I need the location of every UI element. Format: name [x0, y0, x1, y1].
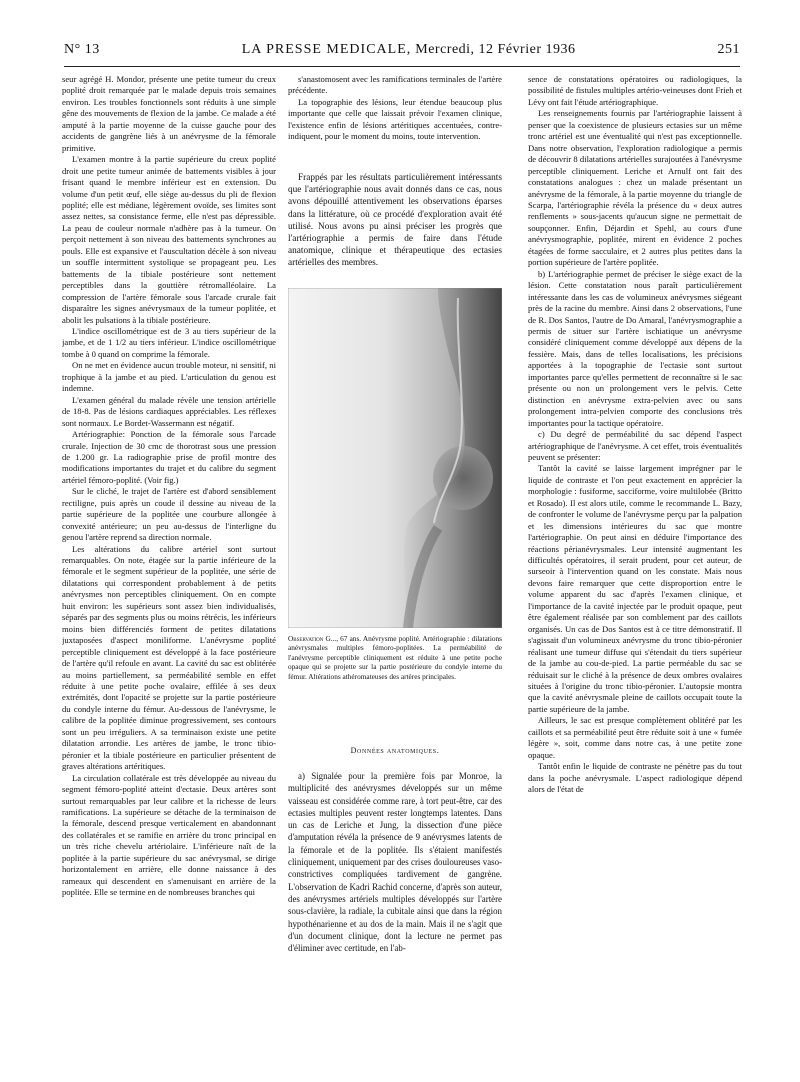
column-middle-top — [288, 74, 502, 143]
figure-caption — [288, 634, 502, 681]
paragraph: Tantôt enfin le liquide de contraste ne pénètre pas du tout dans la poche anévrysmale. L'aspect radiologique dépend alors de l'état de — [528, 761, 742, 795]
paragraph: On ne met en évidence aucun trouble moteur, ni sensitif, ni trophique à la jambe et au pied. L'articulation du genou est indemne. — [62, 360, 276, 394]
column-left — [62, 74, 276, 1074]
paragraph: sence de constatations opératoires ou radiologiques, la possibilité de fistules multiples artério-veineuses dont Frieh et Lévy ont fait l'étude artériographique. — [528, 74, 742, 107]
paragraph: L'indice oscillométrique est de 3 au tiers supérieur de la jambe, et de 1 1/2 au tiers inférieur. L'indice oscillométrique tombe à 0 quand on comprime la fémorale. — [62, 325, 276, 359]
running-header — [64, 42, 740, 66]
paragraph: Les renseignements fournis par l'artériographie laissent à penser que la coexistence de plusieurs ectasies sur un même tronc artériel est une éventualité qui n'est pas exceptionnelle. Dans notre observation, l'exploration radiologique a permis de découvrir 8 dilatations artérielles surajoutées à l'anévrysme perceptible cliniquement. Leriche et Arnulf ont fait des constatations analogues : chez un malade présentant un anévrysme de la fémorale, à la partie moyenne du triangle de Scarpa, l'artériographie révéla la présence du « deux autres renflements » sous-jacents qu'aucun signe ne permettait de soupçonner. Enfin, Déjardin et Spehl, au cours d'une anévrysmographie, poplitée, mirent en évidence 2 poches étagées de forme sacculaire, et 2 autres plus petites dans la portion supérieure de l'artère poplitée. — [528, 108, 742, 268]
section-heading: Données anatomiques. — [350, 746, 440, 755]
caption-text: 67 ans. Anévrysme poplité. Artériographie : dilatations anévrysmales multiples fémoro-poplitées. La perméabilité de l'anévrysme perceptible cliniquement est réduite à une petite poche opaque qui se projette sur la partie postérieure du condyle interne du fémur. Altérations athéromateuses des artères principales. — [288, 634, 502, 681]
column-middle-intro — [288, 172, 502, 270]
page-number: 251 — [717, 42, 740, 57]
paragraph: La topographie des lésions, leur étendue beaucoup plus importante que celle que laissait prévoir l'examen clinique, l'existence enfin de lésions artéritiques accentuées, contre-indiquent, pour le moment du moins, toute intervention. — [288, 96, 502, 142]
paragraph: L'examen général du malade révèle une tension artérielle de 18-8. Pas de lésions cardiaques appréciables. Les réflexes sont normaux. Le Bordet-Wassermann est négatif. — [62, 394, 276, 428]
paragraph: s'anastomosent avec les ramifications terminales de l'artère précédente. — [288, 74, 502, 96]
paragraph: Les altérations du calibre artériel sont surtout remarquables. On note, étagée sur la partie inférieure de la fémorale et le segment supérieur de la poplitée, une série de dilatations qui correspondent probablement à de petits anévrysmes non perceptibles cliniquement. On en compte huit environ: les supérieurs sont assez bien individualisés, séparés par des segments plus ou moins rétrécis, les inférieurs moins bien différenciés forment de petites dilatations juxtaposées d'aspect moniliforme. L'anévrysme poplité perceptible cliniquement est développé à la face postérieure de l'artère qu'il refoule en avant. La cavité du sac est oblitérée au moins partiellement, sa perméabilité semble en effet réduite à une petite poche ovalaire, effilée à ses deux extrémités, dont l'opacité se projette sur la partie postérieure du condyle interne du fémur. Au-dessous de l'anévrysme, le calibre de la poplitée diminue progressivement, ses contours sont un peu irréguliers. A sa terminaison existe une petite dilatation arrondie. Les artères de jambe, le tronc tibio-péronier et la tibiale postérieure en particulier présentent de graves altérations artéritiques. — [62, 543, 276, 772]
paragraph: seur agrégé H. Mondor, présente une petite tumeur du creux poplité droit remarquée par le malade depuis trois semaines environ. Les troubles fonctionnels sont réduits à une simple gêne des mouvements de flexion de la jambe. Ce malade a été amputé à la partie moyenne de la cuisse gauche pour des accidents de gangrène liés à un anévrysme de la fémorale primitive. — [62, 74, 276, 153]
column-middle-bottom — [288, 770, 502, 954]
paragraph: a) Signalée pour la première fois par Monroe, la multiplicité des anévrysmes développés sur un même vaisseau est considérée comme rare, à tort peut-être, car des ectasies multiples peuvent rester longtemps latentes. Dans un cas de Leriche et Jung, la dissection d'une pièce d'amputation révéla la présence de 9 anévrysmes latents de la fémorale et de la poplitée. Ils s'étaient manifestés cliniquement, uniquement par des crises douloureuses vaso-constrictives compliquées tardivement de gangrène. L'observation de Kadri Rachid concerne, d'après son auteur, des anévrysmes artériels multiples développés sur l'artère sous-clavière, la radiale, la cubitale ainsi que dans la région hypothénarienne et au dos de la main. Mais il ne s'agit que d'un document clinique, dont la lecture ne permet pas d'éliminer avec certitude, en l'ab- — [288, 771, 502, 954]
column-right — [528, 74, 742, 1074]
paragraph: Artériographie: Ponction de la fémorale sous l'arcade crurale. Injection de 30 cmc de thorotrast sous une pression de 1.200 gr. La radiographie prise de profil montre des modifications importantes du trajet et du calibre du segment artériel fémoro-poplité. (Voir fig.) — [62, 429, 276, 485]
paragraph: Tantôt la cavité se laisse largement imprégner par le liquide de contraste et l'on peut exactement en apprécier la morphologie : fusiforme, sacciforme, voire multilobée (Britto et Rosado). Il est alors utile, comme le recommande L. Bazy, de confronter le volume de l'anévrysme perçu par la palpation et les dimensions intérieures du sac que montre l'artériographie. On peut ainsi en déduire l'importance des réactions périanévrysmales. Leur intensité augmentant les difficultés opératoires, il serait prudent, pour cet auteur, de surseoir à l'intervention quand on les constate. Mais nous devons faire remarquer que cette disproportion entre le volume apparent du sac d'après l'examen clinique, et l'importance de la cavité injectée par le produit opaque, peut être également réalisée par son comblement par des caillots organisés. Un cas de Dos Santos est à ce titre démonstratif. Il s'agissait d'un volumineux anévrysme du tronc tibio-péronier réalisant une tumeur diffuse qui s'étendait du tiers supérieur de la jambe au cou-de-pied. La partie perméable du sac se réduisait sur le cliché à la présence de deux ombres ovalaires situées à l'origine du tronc tibio-péronier. L'autopsie montra que la cavité anévrysmale pleine de caillots occupait toute la partie supérieure de la jambe. — [528, 463, 742, 714]
arteriography-figure — [288, 288, 502, 628]
paragraph: Frappés par les résultats particulièrement intéressants que l'artériographie nous avait donnés dans ce cas, nous avons dépouillé attentivement les observations éparses dans la littérature, où ce procédé d'exploration avait été utilisé. Nous avons pu ainsi préciser les progrès que l'artériographie a permis de faire dans l'étude anatomique, clinique et thérapeutique des ectasies artérielles des membres. — [288, 173, 502, 269]
header-rule — [64, 66, 740, 67]
xray-image — [288, 288, 502, 628]
issue-number: N° 13 — [64, 42, 100, 57]
paragraph: L'examen montre à la partie supérieure du creux poplité droit une petite tumeur animée de battements visibles à jour frisant quand le membre inférieur est en extension. Du volume d'un petit œuf, elle siège au-dessus du pli de flexion poplité; elle est médiane, légèrement ovoïde, ses limites sont assez nettes, sa consistance ferme, elle n'est pas dépressible. La peau de couleur normale n'adhère pas à la tumeur. On perçoit nettement à son niveau des battements synchrones au pouls. Elle est expansive et l'auscultation décèle à son niveau un souffle intermittent systolique se propageant peu. Les battements de la tibiale postérieure sont nettement perceptibles dans la gouttière rétromalléolaire. La compression de l'artère fémorale sous l'arcade crurale fait disparaître les signes anévrysmaux de la tumeur poplitée, et abolit les pulsations à la tibiale postérieure. — [62, 154, 276, 325]
journal-title: LA PRESSE MEDICALE, — [241, 42, 412, 57]
paragraph: Sur le cliché, le trajet de l'artère est d'abord sensiblement rectiligne, puis après un coude il dessine au niveau de la partie supérieure de la poplitée une courbure allongée à convexité antérieure; un peu au-dessus de l'interligne du genou l'artère reprend sa direction normale. — [62, 486, 276, 543]
caption-lead: Observation G..., — [288, 634, 339, 643]
header-center — [100, 42, 718, 58]
paragraph: c) Du degré de perméabilité du sac dépend l'aspect artériographique de l'anévrysme. A cet effet, trois éventualités peuvent se présenter: — [528, 429, 742, 462]
paragraph: La circulation collatérale est très développée au niveau du segment fémoro-poplité atteint d'ectasie. Deux artères sont surtout remarquables par leur calibre et la richesse de leurs ramifications. La supérieure se détache de la terminaison de la fémorale, descend presque verticalement en abandonnant des collatérales et se ramifie en arrière du tronc principal en un très riche chevelu artériolaire. L'inférieure naît de la poplitée à la partie supérieure du sac anévrysmal, se dirige horizontalement en arrière, elle donne naissance à des rameaux qui descendent en s'amenuisant en arrière de la poplitée. Elle se termine en de nombreuses branches qui — [62, 772, 276, 898]
issue-date: Mercredi, 12 Février 1936 — [415, 42, 576, 57]
paragraph: b) L'artériographie permet de préciser le siège exact de la lésion. Cette constatation nous paraît particulièrement intéressante dans les cas de volumineux anévrysmes siégeant près de la racine du membre. Ainsi dans 2 observations, l'une de R. Dos Santos, l'autre de Do Amaral, l'anévrysmographie a permis de situer sur l'artère ischiatique un anévrysme considéré cliniquement comme développé aux dépens de la fessière. Mais, dans de telles localisations, les précisions apportées à la topographie de l'ectasie sont surtout importantes parce qu'elles permettent de reconnaître si le sac présente ou non un prolongement vers le pelvis. Cette distinction en anévrysme extra-pelvien avec ou sans prolongement intra-pelvien comporte des conclusions très importantes pour la tactique opératoire. — [528, 268, 742, 428]
paragraph: Ailleurs, le sac est presque complètement oblitéré par les caillots et sa perméabilité peut être réduite soit à une « fumée légère », soit, comme dans notre cas, à une petite zone opaque. — [528, 715, 742, 760]
